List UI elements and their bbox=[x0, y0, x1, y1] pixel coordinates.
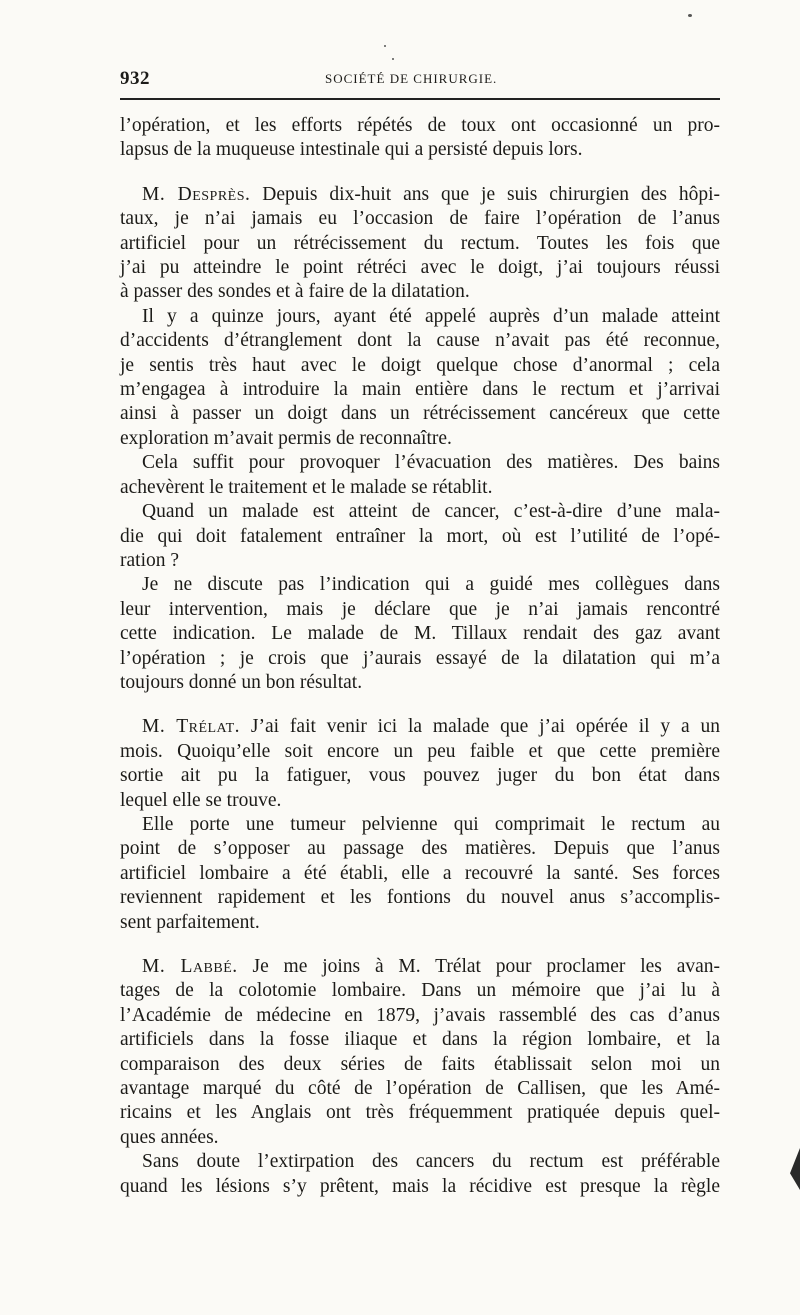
paragraph bbox=[120, 1004, 720, 1028]
text-line: l’opération, et les efforts répétés de toux ont occasionné un pro- bbox=[120, 115, 720, 136]
text-line: reviennent rapidement et les fontions du nouvel anus s’accomplis- bbox=[120, 887, 720, 909]
paragraph bbox=[120, 451, 720, 475]
text-line: avantage marqué du côté de l’opération de Callisen, que les Amé- bbox=[120, 1078, 720, 1100]
paragraph bbox=[120, 837, 720, 861]
text-line: l’opération ; je crois que j’aurais essayé de la dilatation qui m’a bbox=[120, 647, 720, 669]
paragraph bbox=[120, 549, 720, 573]
paragraph bbox=[120, 573, 720, 597]
paragraph bbox=[120, 979, 720, 1003]
header-rule bbox=[120, 98, 720, 100]
text-line: m’engagea à introduire la main entière dans le rectum et j’arrivai bbox=[120, 379, 720, 401]
paragraph bbox=[120, 305, 720, 329]
text-line: cette indication. Le malade de M. Tillaux rendait des gaz avant bbox=[120, 623, 720, 645]
text-line: ainsi à passer un doigt dans un rétrécissement cancéreux que cette bbox=[120, 403, 720, 425]
text-line: sent parfaitement. bbox=[120, 911, 260, 933]
text-line: lapsus de la muqueuse intestinale qui a persisté depuis lors. bbox=[120, 139, 583, 161]
text-line: taux, je n’ai jamais eu l’occasion de faire l’opération de l’anus bbox=[120, 208, 720, 230]
paragraph bbox=[120, 207, 720, 231]
paragraph bbox=[120, 622, 720, 646]
paragraph bbox=[120, 256, 720, 280]
text-line: leur intervention, mais je déclare que je n’ai jamais rencontré bbox=[120, 598, 720, 620]
text-line: Depuis dix-huit ans que je suis chirurgien des hôpi- bbox=[250, 183, 720, 205]
paragraph bbox=[120, 402, 720, 426]
paragraph bbox=[120, 138, 720, 162]
page-number: 932 bbox=[120, 68, 150, 89]
paragraph bbox=[120, 427, 720, 451]
text-line: ques années. bbox=[120, 1126, 219, 1148]
paragraph-labbe bbox=[120, 955, 720, 979]
paragraph bbox=[120, 378, 720, 402]
speaker-name: M. Labbé. bbox=[142, 956, 238, 977]
paragraph bbox=[120, 886, 720, 910]
book-page bbox=[120, 0, 720, 1315]
text-line: toujours donné un bon résultat. bbox=[120, 671, 363, 693]
text-line: Elle porte une tumeur pelvienne qui comprimait le rectum au bbox=[142, 813, 720, 835]
text-line: ricains et les Anglais ont très fréquemment pratiquée depuis quel- bbox=[120, 1102, 720, 1124]
text-line: artificiel lombaire a été établi, elle a recouvré la santé. Ses forces bbox=[120, 862, 720, 884]
text-line: comparaison des deux séries de faits établissait selon moi un bbox=[120, 1053, 720, 1075]
page-edge-mark bbox=[790, 1148, 800, 1190]
paragraph bbox=[120, 740, 720, 764]
paragraph-despres bbox=[120, 183, 720, 207]
text-line: Cela suffit pour provoquer l’évacuation des matières. Des bains bbox=[142, 452, 720, 474]
text-line: ration ? bbox=[120, 549, 180, 571]
paragraph bbox=[120, 329, 720, 353]
text-line: mois. Quoiqu’elle soit encore un peu faible et que cette première bbox=[120, 740, 720, 762]
text-line: point de s’opposer au passage des matières. Depuis que l’anus bbox=[120, 838, 720, 860]
paragraph bbox=[120, 1077, 720, 1101]
paragraph bbox=[120, 1126, 720, 1150]
paragraph bbox=[120, 1028, 720, 1052]
paragraph bbox=[120, 862, 720, 886]
paragraph bbox=[120, 1101, 720, 1125]
text-line: J’ai fait venir ici la malade que j’ai opérée il y a un bbox=[240, 716, 720, 738]
paragraph bbox=[120, 764, 720, 788]
body-text bbox=[120, 114, 720, 1199]
text-line: die qui doit fatalement entraîner la mort, où est l’utilité de l’opé- bbox=[120, 525, 720, 547]
paragraph-trelat bbox=[120, 715, 720, 739]
text-line: quand les lésions s’y prêtent, mais la récidive est presque la règle bbox=[120, 1175, 720, 1197]
paragraph bbox=[120, 1175, 720, 1199]
paragraph bbox=[120, 500, 720, 524]
paragraph bbox=[120, 354, 720, 378]
text-line: j’ai pu atteindre le point rétréci avec le doigt, j’ai toujours réussi bbox=[120, 257, 720, 279]
paragraph bbox=[120, 671, 720, 695]
text-line: achevèrent le traitement et le malade se rétablit. bbox=[120, 476, 493, 498]
text-line: exploration m’avait permis de reconnaître. bbox=[120, 427, 452, 449]
text-line: artificiels dans la fosse iliaque et dans la région lombaire, et la bbox=[120, 1029, 720, 1051]
text-line: l’Académie de médecine en 1879, j’avais rassemblé des cas d’anus bbox=[120, 1004, 720, 1026]
text-line: Sans doute l’extirpation des cancers du rectum est préférable bbox=[142, 1151, 720, 1173]
paragraph bbox=[120, 525, 720, 549]
text-line: Quand un malade est atteint de cancer, c’est-à-dire d’une mala- bbox=[142, 501, 720, 523]
text-line: artificiel pour un rétrécissement du rectum. Toutes les fois que bbox=[120, 232, 720, 254]
paragraph bbox=[120, 114, 720, 138]
speaker-name: M. Desprès. bbox=[142, 183, 251, 205]
text-line: Je me joins à M. Trélat pour proclamer les avan- bbox=[237, 956, 721, 977]
paragraph bbox=[120, 911, 720, 935]
text-line: tages de la colotomie lombaire. Dans un mémoire que j’ai lu à bbox=[120, 980, 720, 1002]
text-line: sortie ait pu la fatiguer, vous pouvez juger du bon état dans bbox=[120, 765, 720, 787]
text-line: à passer des sondes et à faire de la dilatation. bbox=[120, 281, 470, 303]
paragraph bbox=[120, 789, 720, 813]
paragraph bbox=[120, 1150, 720, 1174]
page-header bbox=[120, 68, 720, 94]
text-line: je sentis très haut avec le doigt quelque chose d’anormal ; cela bbox=[120, 354, 720, 376]
text-line: Il y a quinze jours, ayant été appelé auprès d’un malade atteint bbox=[142, 305, 720, 327]
running-head: SOCIÉTÉ DE CHIRURGIE. bbox=[325, 71, 498, 86]
paragraph bbox=[120, 1053, 720, 1077]
text-line: lequel elle se trouve. bbox=[120, 789, 282, 811]
text-line: Je ne discute pas l’indication qui a guidé mes collègues dans bbox=[142, 574, 720, 596]
paragraph bbox=[120, 232, 720, 256]
paragraph bbox=[120, 280, 720, 304]
paragraph bbox=[120, 598, 720, 622]
paragraph bbox=[120, 647, 720, 671]
text-line: d’accidents d’étranglement dont la cause n’avait pas été reconnue, bbox=[120, 330, 720, 352]
speaker-name: M. Trélat. bbox=[142, 716, 241, 738]
paragraph bbox=[120, 813, 720, 837]
paragraph bbox=[120, 476, 720, 500]
